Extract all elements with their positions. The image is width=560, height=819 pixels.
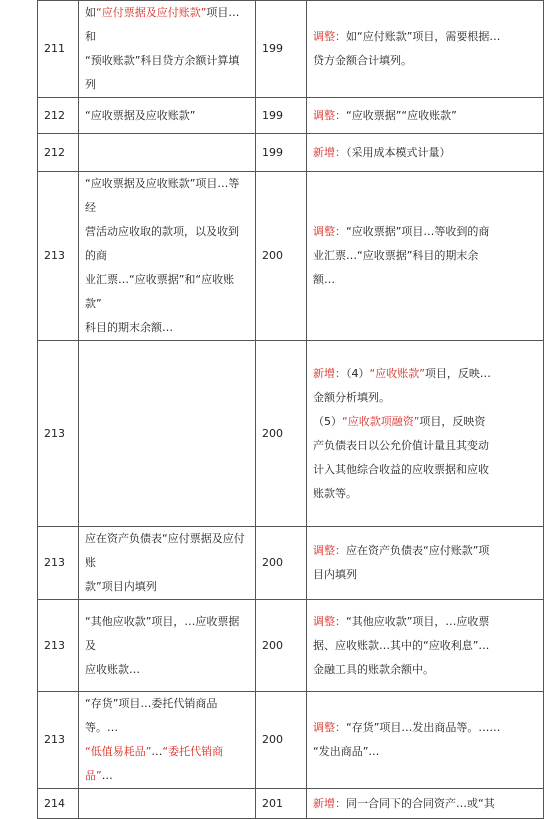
book-page-cell: 199	[256, 134, 307, 172]
text-line: 业汇票…“应收票据”科目的期末余	[313, 249, 479, 262]
change-cell: 调整：应在资产负债表“应付账款”项 目内填列	[307, 527, 544, 600]
highlighted-term: “低值易耗品”	[85, 745, 152, 758]
table-row	[38, 172, 544, 341]
table-row	[38, 98, 544, 134]
original-text-cell	[79, 134, 256, 172]
book-page-cell: 199	[256, 98, 307, 134]
original-text-cell	[79, 341, 256, 527]
page-number-cell: 212	[38, 98, 79, 134]
table-row	[38, 134, 544, 172]
change-cell: 新增：（4）“应收账款”项目，反映… 金额分析填列。 （5）“应收款项融资”项目，反映资 产负债表日以公允价值计量且其变动 计入其他综合收益的应收票据和应收 账款等。	[307, 341, 544, 527]
change-cell: 新增：（采用成本模式计量）	[307, 134, 544, 172]
change-type-label: 新增：	[313, 796, 346, 810]
highlighted-term: “应付票据及应付账款”	[96, 6, 207, 19]
original-text-cell	[79, 789, 256, 819]
change-type-label: 调整：	[313, 544, 346, 557]
book-page-cell: 199	[256, 1, 307, 98]
text-line: “发出商品”…	[313, 745, 380, 758]
book-page-cell: 200	[256, 527, 307, 600]
page-number-cell: 214	[38, 789, 79, 819]
revision-table	[37, 0, 544, 819]
book-page-cell: 200	[256, 341, 307, 527]
original-text-cell	[79, 527, 256, 600]
book-page-cell: 201	[256, 789, 307, 819]
change-type-label: 调整：	[313, 30, 346, 43]
change-cell: 新增：同一合同下的合同资产…或“其	[307, 789, 544, 819]
page-number-cell: 213	[38, 172, 79, 341]
change-type-label: 新增：	[313, 366, 346, 380]
change-type-label: 调整：	[313, 108, 346, 122]
text-line: 应在资产负债表“应付票据及应付账	[85, 532, 245, 569]
table-row	[38, 789, 544, 819]
text-segment: 如	[85, 6, 96, 19]
table-row	[38, 341, 544, 527]
text-line: 产负债表日以公允价值计量且其变动	[313, 438, 489, 452]
text-line: 贷方金额合计填列。	[313, 54, 412, 67]
table-row	[38, 600, 544, 692]
text-line: 科目的期末余额…	[85, 321, 173, 334]
original-text-cell	[79, 98, 256, 134]
change-type-label: 新增：	[313, 145, 346, 159]
book-page-cell: 200	[256, 600, 307, 692]
page-number-cell: 212	[38, 134, 79, 172]
change-cell: 调整：“其他应收款”项目，…应收票 据、应收账款…其中的“应收利息”… 金融工具的账款余额中。	[307, 600, 544, 692]
text-line: 金融工具的账款余额中。	[313, 662, 434, 676]
text-line: “其他应收款”项目，…应收票据及	[85, 614, 240, 652]
page-number-cell: 213	[38, 692, 79, 789]
table-row	[38, 692, 544, 789]
text-line: 金额分析填列。	[313, 390, 390, 404]
book-page-cell: 200	[256, 172, 307, 341]
text-line: 营活动应收取的款项，以及收到的商	[85, 225, 239, 262]
text-line: 业汇票…“应收票据”和“应收账款”	[85, 273, 235, 310]
original-text-cell	[79, 600, 256, 692]
change-type-label: 调整：	[313, 225, 346, 238]
change-cell: 调整：“应收票据”项目…等收到的商 业汇票…“应收票据”科目的期末余 额…	[307, 172, 544, 341]
change-cell: 调整：如“应付账款”项目，需要根据… 贷方金额合计填列。	[307, 1, 544, 98]
highlighted-term: “应收账款”	[369, 366, 425, 380]
change-type-label: 调整：	[313, 721, 346, 734]
text-line: 额…	[313, 273, 335, 286]
page-number-cell: 211	[38, 1, 79, 98]
original-text-cell: 如“应付票据及应付账款”项目…和 “预收账款”科目贷方余额计算填列	[79, 1, 256, 98]
original-text-cell: “存货”项目…委托代销商品等。… “低值易耗品”…“委托代销商品”…	[79, 692, 256, 789]
text-line: “应收票据及应收账款”项目…等经	[85, 177, 240, 214]
text-line: 据、应收账款…其中的“应收利息”…	[313, 638, 490, 652]
text-line: 款”项目内填列	[85, 580, 157, 593]
highlighted-term: “应收款项融资”	[342, 414, 420, 428]
change-type-label: 调整：	[313, 614, 346, 628]
text-line: “预收账款”科目贷方余额计算填列	[85, 54, 240, 91]
page-number-cell: 213	[38, 600, 79, 692]
text-line: 计入其他综合收益的应收票据和应收	[313, 462, 489, 476]
change-cell: 调整：“应收票据”“应收账款”	[307, 98, 544, 134]
page-number-cell: 213	[38, 527, 79, 600]
highlighted-term: “委托代销商品”	[85, 745, 224, 782]
change-cell: 调整：“存货”项目…发出商品等。…… “发出商品”…	[307, 692, 544, 789]
original-text-cell	[79, 172, 256, 341]
text-line: “存货”项目…委托代销商品等。…	[85, 697, 218, 734]
text-line: 应收账款…	[85, 662, 140, 676]
text-line: “应收票据及应收账款”	[85, 108, 196, 122]
book-page-cell: 200	[256, 692, 307, 789]
page-number-cell: 213	[38, 341, 79, 527]
text-line: 账款等。	[313, 486, 357, 500]
table-row	[38, 527, 544, 600]
table-row	[38, 1, 544, 98]
text-line: 目内填列	[313, 568, 357, 581]
